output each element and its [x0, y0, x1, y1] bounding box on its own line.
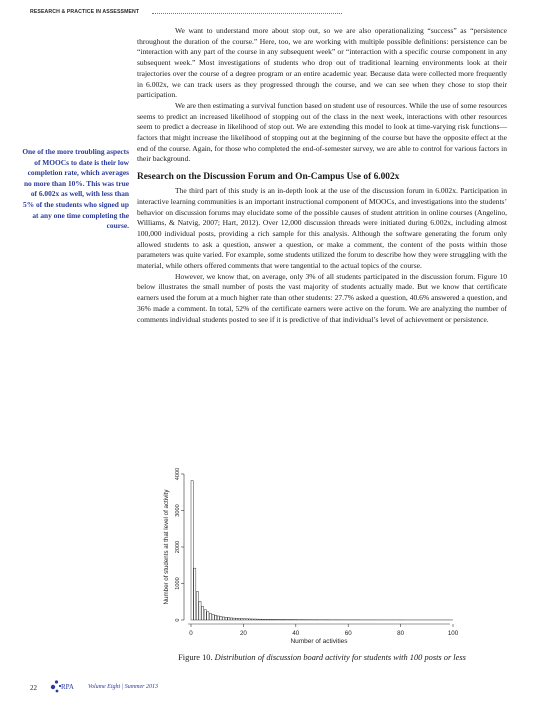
- x-tick-label: 60: [344, 630, 352, 637]
- histogram-bar: [272, 619, 274, 620]
- histogram-bar: [204, 610, 206, 620]
- article-body: [137, 26, 507, 325]
- histogram-bar: [199, 601, 201, 620]
- histogram-bar: [238, 618, 240, 620]
- histogram-bar: [280, 619, 282, 620]
- histogram-bar: [217, 616, 219, 620]
- histogram-bar: [264, 619, 266, 620]
- histogram-bar: [196, 592, 198, 620]
- paragraph: However, we know that, on average, only 3% of all students participated in the discussion forum. Figure 10 below illustrates the small number of posts the vast majority of students actually made. But we know that certificate earners used the forum at a much higher rate than other students: 27.7% asked a question, 40.6% answered a question, and 36% made a comment. In total, 52% of the certificate earners were active on the forum. We are analyzing the number of comments individual students posted to see if it is predictive of that individual’s level of achievement or persistence.: [137, 271, 507, 324]
- running-header: [30, 9, 520, 21]
- page-number: 22: [30, 684, 37, 692]
- x-tick-label: 20: [239, 630, 247, 637]
- histogram-bar: [230, 618, 232, 620]
- y-tick-label: 4000: [175, 467, 181, 481]
- page-footer: [30, 676, 230, 696]
- paragraph: We want to understand more about stop out, so we are also operationalizing “success” as “persistence throughout the duration of the course.” Here, too, we are working with multiple possible definitions: persistence can be “interaction with any part of the course in any subsequent week” or “interaction with a specific course component in any subsequent week.” Most investigations of students who drop out of traditional learning environments look at their trajectories over the course of a degree program or an entire academic year. Because data were collected more frequently in 6.002x, we can track users as they progressed through the course, and we can see when they chose to stop their participation.: [137, 26, 507, 100]
- logo-text: RPA: [61, 683, 74, 691]
- paragraph: The third part of this study is an in-depth look at the use of the discussion forum in 6.002x. Participation in interactive learning communities is an important instructional component of MOOCs, and investigations into the students’ behavior on discussion forums may elucidate some of the possible causes of student attrition in online courses (Angelino, Williams, & Natvig, 2007; Hart, 2012). Over 12,000 discussion threads were initiated during 6.002x, including almost 100,000 individual posts, providing a rich sample for this analysis. Although the software generating the forum only allowed students to ask a question, answer a question, or make a comment, the content of the posts within those parameters was quite varied. For example, some students utilized the forum to describe how they were struggling with the material, while others offered comments that were tangential to the actual topics of the course.: [137, 186, 507, 271]
- histogram-bar: [225, 617, 227, 620]
- histogram-bar: [251, 619, 253, 620]
- y-tick-label: 3000: [175, 504, 181, 517]
- histogram-bar: [267, 619, 269, 620]
- paragraph: We are then estimating a survival function based on student use of resources. While the use of some resources seems to predict an increased likelihood of stopping out of the class in the next week, interactions with other resources seem to predict a decrease in likelihood of stop out. We are extending this model to look at time-varying risk functions—factors that might increase the likelihood of stopping out at the beginning of the course but have the opposite effect at the end of the course. Again, for those who completed the end-of-semester survey, we are able to control for various factors in their background.: [137, 100, 507, 164]
- histogram-bar: [207, 612, 209, 620]
- histogram-bar: [201, 606, 203, 620]
- x-tick-label: 80: [397, 630, 405, 637]
- caption-text: Distribution of discussion board activity for students with 100 posts or less: [214, 653, 466, 662]
- x-tick-label: 40: [292, 630, 300, 637]
- histogram-bar: [233, 618, 235, 620]
- figure-caption: [137, 652, 507, 664]
- pull-quote: One of the more troubling aspects of MOOCs to date is their low completion rate, which averages no more than 10%. This was true of 6.002x as well, with less than 5% of the students who signed up at any one time completing the course.: [22, 147, 129, 231]
- histogram-bar: [215, 615, 217, 620]
- histogram-bar: [246, 619, 248, 620]
- volume-info: Volume Eight | Summer 2013: [88, 684, 158, 690]
- caption-label: Figure 10.: [178, 653, 213, 662]
- histogram-bar: [241, 619, 243, 620]
- y-tick-label: 2000: [175, 540, 181, 554]
- histogram-bar: [243, 619, 245, 620]
- running-header-label: RESEARCH & PRACTICE IN ASSESSMENT: [30, 9, 140, 15]
- histogram-bar: [236, 618, 238, 620]
- histogram-bar: [194, 568, 196, 620]
- histogram-chart: [160, 466, 460, 650]
- histogram-bar: [220, 617, 222, 620]
- y-axis-label: Number of students at that level of activity: [163, 489, 170, 605]
- y-tick-label: 1000: [175, 577, 181, 590]
- figure-10: [160, 466, 460, 650]
- histogram-bar: [275, 619, 277, 620]
- histogram-bar: [228, 618, 230, 620]
- histogram-bar: [257, 619, 259, 620]
- histogram-bar: [212, 615, 214, 620]
- header-rule: [152, 13, 342, 14]
- histogram-bar: [277, 619, 279, 620]
- histogram-bar: [209, 613, 211, 620]
- histogram-bar: [270, 619, 272, 620]
- histogram-bar: [262, 619, 264, 620]
- histogram-bar: [222, 617, 224, 620]
- rpa-logo: [48, 676, 88, 696]
- x-tick-label: 0: [189, 630, 193, 637]
- histogram-bar: [259, 619, 261, 620]
- section-heading: Research on the Discussion Forum and On-Campus Use of 6.002x: [137, 172, 400, 183]
- histogram-bar: [249, 619, 251, 620]
- histogram-bar: [254, 619, 256, 620]
- histogram-bar: [191, 481, 193, 620]
- x-axis-label: Number of activities: [290, 638, 348, 645]
- y-tick-label: 0: [175, 618, 181, 622]
- x-tick-label: 100: [447, 630, 459, 637]
- histogram-bar: [283, 619, 285, 620]
